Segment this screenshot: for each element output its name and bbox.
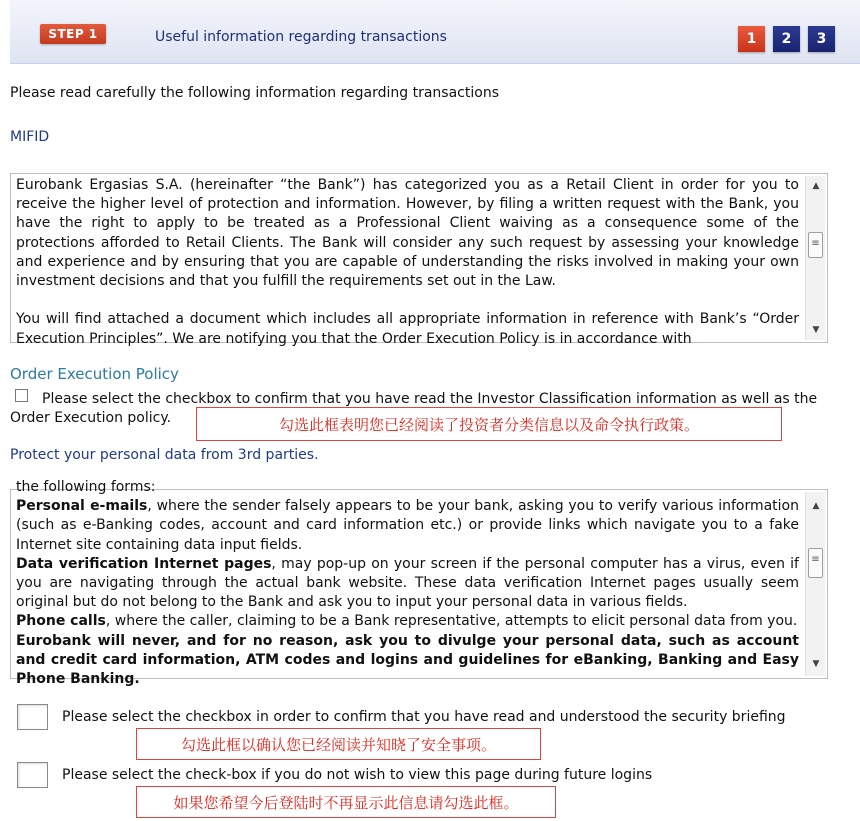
scroll-thumb[interactable]: ≡	[808, 548, 823, 578]
security-item-text: , where the caller, claiming to be a Bank representative, attempts to elicit personal data from you.	[105, 613, 798, 630]
intro-text: Please read carefully the following information regarding transactions	[10, 85, 499, 101]
security-annotation: 勾选此框以确认您已经阅读并知晓了安全事项。	[136, 728, 541, 760]
security-checkbox-label: Please select the checkbox in order to confirm that you have read and understood the security briefing	[62, 709, 786, 725]
hide-page-checkbox-label: Please select the check-box if you do not wish to view this page during future logins	[62, 767, 653, 783]
mifid-text	[16, 176, 799, 368]
scroll-down-icon[interactable]: ▼	[812, 659, 820, 669]
security-item-title: Personal e-mails	[16, 498, 148, 515]
step-3-indicator: 3	[808, 26, 835, 52]
order-policy-label: Please select the checkbox to confirm that you have read the Investor Classification information as well as the Order Execution policy.	[10, 391, 818, 426]
security-checkbox[interactable]	[17, 704, 48, 730]
order-policy-title: Order Execution Policy	[10, 365, 179, 383]
security-text	[16, 478, 799, 689]
mifid-paragraph: You will find attached a document which includes all appropriate information in reference with Bank’s “Order Execution Principles”. We are notifying you that the Order Execution Policy is in accordance with	[16, 311, 799, 347]
security-textarea[interactable]	[10, 479, 828, 688]
scroll-thumb[interactable]: ≡	[808, 232, 823, 258]
step-1-indicator: 1	[738, 26, 765, 52]
security-scrollbar[interactable]	[805, 492, 825, 676]
page-title: Useful information regarding transactions	[155, 29, 447, 45]
security-item	[16, 555, 799, 613]
cut-line: the following forms:	[16, 479, 156, 495]
scroll-up-icon[interactable]: ▲	[812, 501, 820, 511]
step-2-indicator: 2	[773, 26, 800, 52]
mifid-paragraph: Eurobank Ergasias S.A. (hereinafter “the Bank”) has categorized you as a Retail Client in order for you to receive the higher level of protection and information. However, by filing a written request with the Bank, you have the right to apply to be treated as a Professional Client waiving as a consequence some of the protections afforded to Retail Clients. The Bank will consider any such request by assessing your knowledge and experience and by ensuring that you are capable of understanding the risks involved in making your own investment decisions and that you fulfill the requirements set out in the Law.	[16, 177, 799, 290]
personal-data-title: Protect your personal data from 3rd parties.	[10, 447, 319, 463]
security-item-text: , may pop-up on your screen if the personal computer has a virus, even if you are navigating through the actual bank website. These data verification Internet pages usually seem original but do not belong to the Bank and ask you to input your personal data in various fields.	[16, 555, 799, 611]
security-item	[16, 497, 799, 555]
security-item-text: , where the sender falsely appears to be your bank, asking you to verify various information (such as e-Banking codes, account and card information etc.) or provide links which navigate you to a fake Internet site containing data input fields.	[16, 498, 799, 553]
step-badge: STEP 1	[40, 24, 106, 44]
mifid-title: MIFID	[10, 129, 50, 145]
step-header	[10, 0, 860, 64]
hide-page-annotation: 如果您希望今后登陆时不再显示此信息请勾选此框。	[136, 786, 556, 818]
security-item-title: Phone calls	[16, 613, 106, 630]
security-warning: Eurobank will never, and for no reason, ask you to divulge your personal data, such as account and credit card information, ATM codes and logins and guidelines for eBanking, Banking and Easy Phone Banking.	[16, 632, 799, 688]
scroll-down-icon[interactable]: ▼	[812, 325, 820, 335]
mifid-scrollbar[interactable]	[805, 176, 825, 340]
security-item-title: Data verification Internet pages	[16, 555, 272, 572]
security-item	[16, 612, 799, 631]
scroll-up-icon[interactable]: ▲	[812, 181, 820, 191]
order-policy-annotation: 勾选此框表明您已经阅读了投资者分类信息以及命令执行政策。	[196, 407, 782, 441]
hide-page-checkbox[interactable]	[17, 762, 48, 788]
step-indicator	[738, 26, 843, 52]
mifid-textarea[interactable]	[10, 173, 828, 347]
